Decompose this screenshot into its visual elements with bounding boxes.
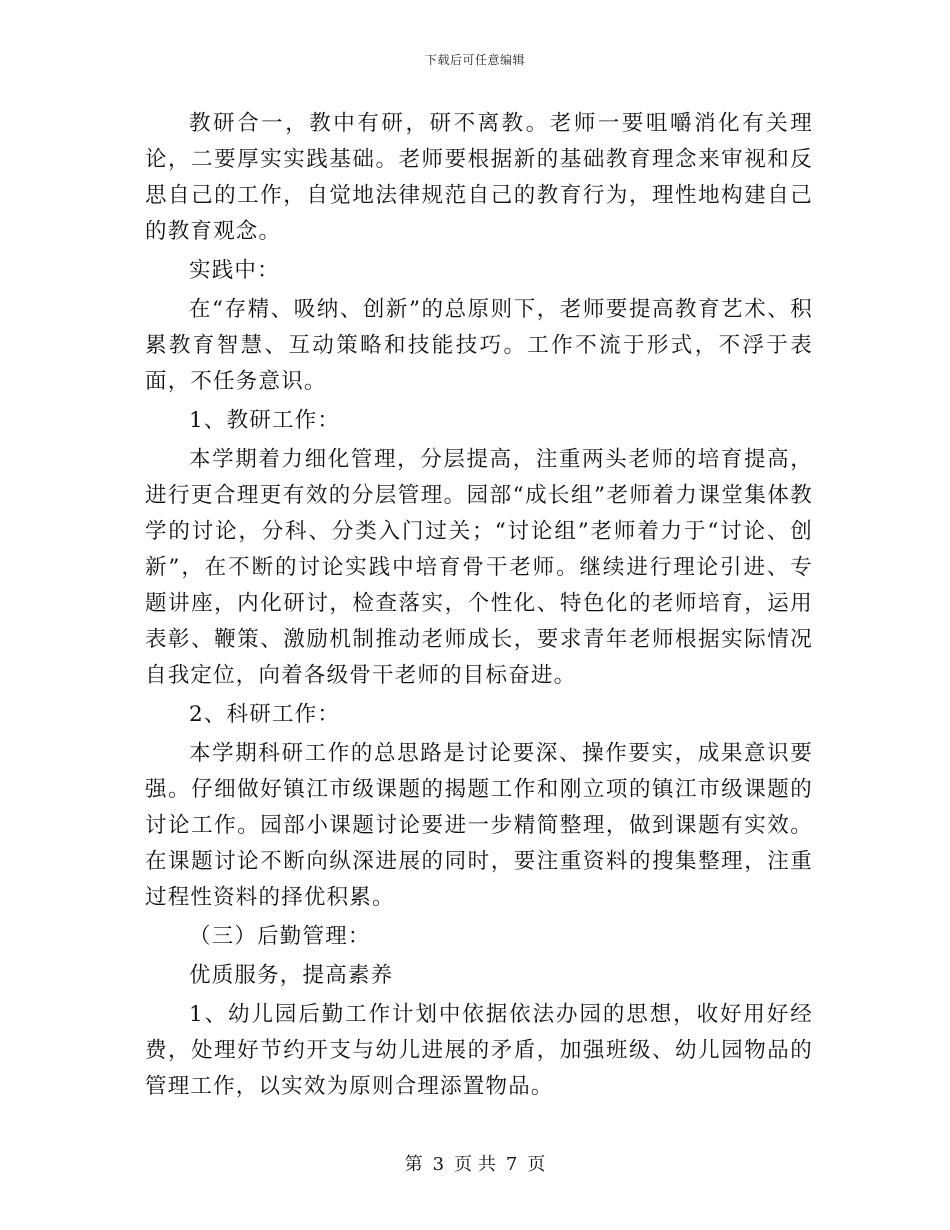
section-heading-logistics-management: （三）后勤管理： <box>189 924 371 949</box>
paragraph-teaching-research: 本学期着力细化管理，分层提高，注重两头老师的培育提高，进行更合理更有效的分层管理。园部“成长组”老师着力课堂集体教学的讨论，分科、分类入门过关；“讨论组”老师着力于“讨论、创新”，在不断的讨论实践中培育骨干老师。继续进行理论引进、专题讲座，内化研讨，检查落实，个性化、特色化的老师培育，运用表彰、鞭策、激励机制推动老师成长，要求青年老师根据实际情况自我定位，向着各级骨干老师的目标奋进。 <box>145 447 813 688</box>
document-body <box>145 106 813 1108</box>
footer-total-pages: 7 <box>505 1154 518 1175</box>
section-heading-teaching-research: 1、教研工作： <box>189 408 341 433</box>
page-header-note: 下载后可任意编辑 <box>424 53 525 67</box>
paragraph-scientific-research: 本学期科研工作的总思路是讨论要深、操作要实，成果意识要强。仔细做好镇江市级课题的揭题工作和刚立项的镇江市级课题的讨论工作。园部小课题讨论要进一步精简整理，做到课题有实效。在课题讨论不断向纵深进展的同时，要注重资料的搜集整理，注重过程性资料的择优积累。 <box>145 741 813 910</box>
footer-middle: 页 共 <box>454 1154 496 1175</box>
paragraph-general-principle: 在“存精、吸纳、创新”的总原则下，老师要提高教育艺术、积累教育智慧、互动策略和技能技巧。工作不流于形式，不浮于表面，不任务意识。 <box>145 297 813 394</box>
paragraph-teaching-research-unity: 教研合一，教中有研，研不离教。老师一要咀嚼消化有关理论，二要厚实实践基础。老师要根据新的基础教育理念来审视和反思自己的工作，自觉地法律规范自己的教育行为，理性地构建自己的教育观念。 <box>145 111 813 244</box>
footer-current-page: 3 <box>432 1154 445 1175</box>
footer-suffix: 页 <box>527 1154 546 1175</box>
footer-prefix: 第 <box>404 1154 423 1175</box>
paragraph-logistics-plan: 1、幼儿园后勤工作计划中依据依法办园的思想，收好用好经费，处理好节约开支与幼儿进展的矛盾，加强班级、幼儿园物品的管理工作，以实效为原则合理添置物品。 <box>145 1002 813 1099</box>
paragraph-in-practice-heading: 实践中： <box>189 258 280 283</box>
page-number-footer <box>0 1153 950 1177</box>
paragraph-quality-service: 优质服务，提高素养 <box>189 963 394 988</box>
section-heading-scientific-research: 2、科研工作： <box>189 702 341 727</box>
